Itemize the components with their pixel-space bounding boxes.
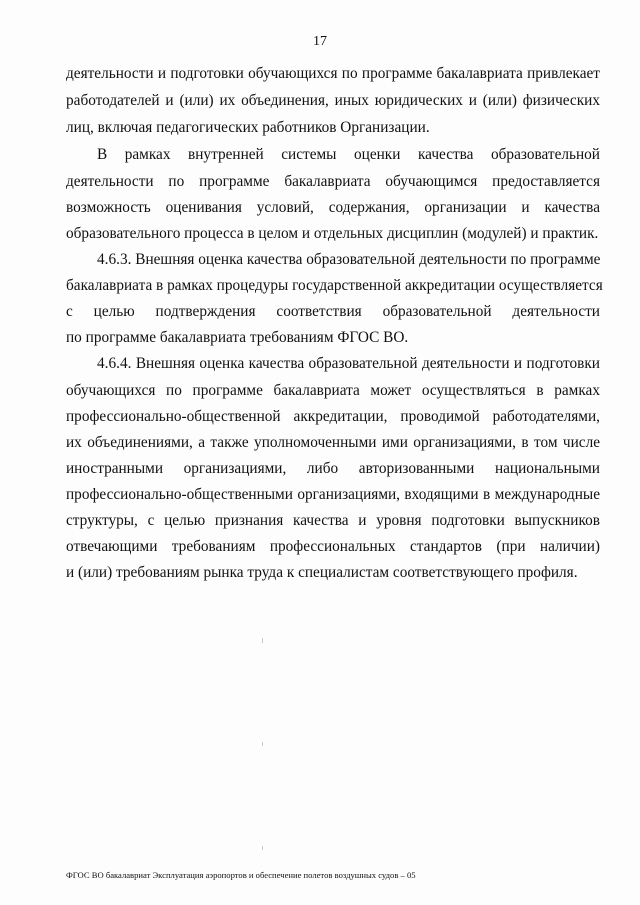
text-line: профессионально-общественными организациями, входящими в международные — [66, 486, 600, 503]
text-line: 4.6.3. Внешняя оценка качества образовательной деятельности по программе — [97, 251, 601, 268]
text-line: работодателей и (или) их объединения, иных юридических и (или) физических — [66, 92, 600, 109]
text-line: 4.6.4. Внешняя оценка качества образовательной деятельности и подготовки — [97, 355, 600, 372]
text-line: обучающихся по программе бакалавриата может осуществляться в рамках — [66, 382, 600, 399]
text-line: возможность оценивания условий, содержания, организации и качества — [66, 199, 600, 216]
text-line: В рамках внутренней системы оценки качества образовательной — [97, 146, 600, 163]
text-line: структуры, с целью признания качества и уровня подготовки выпускников — [66, 512, 600, 529]
text-line: деятельности и подготовки обучающихся по программе бакалавриата привлекает — [66, 65, 600, 82]
scan-speck — [262, 742, 263, 746]
scan-speck — [262, 846, 263, 850]
text-line: образовательного процесса в целом и отдельных дисциплин (модулей) и практик. — [66, 225, 599, 242]
text-line: лиц, включая педагогических работников Организации. — [66, 119, 430, 136]
text-line: их объединениями, а также уполномоченными ими организациями, в том числе — [66, 434, 600, 451]
text-line: деятельности по программе бакалавриата обучающимся предоставляется — [66, 173, 600, 190]
text-line: отвечающими требованиям профессиональных стандартов (при наличии) — [66, 538, 600, 555]
page-number: 17 — [313, 34, 327, 49]
text-line: профессионально-общественной аккредитации, проводимой работодателями, — [66, 408, 600, 425]
page-footer: ФГОС ВО бакалавриат Эксплуатация аэропортов и обеспечение полетов воздушных судов – 05 — [66, 870, 416, 880]
text-line: иностранными организациями, либо авторизованными национальными — [66, 460, 600, 477]
text-line: с целью подтверждения соответствия образовательной деятельности — [66, 303, 600, 320]
text-line: по программе бакалавриата требованиям ФГОС ВО. — [66, 329, 409, 346]
scan-speck — [262, 638, 263, 643]
text-line: и (или) требованиям рынка труда к специалистам соответствующего профиля. — [66, 564, 578, 581]
text-line: бакалавриата в рамках процедуры государственной аккредитации осуществляется — [66, 277, 603, 294]
